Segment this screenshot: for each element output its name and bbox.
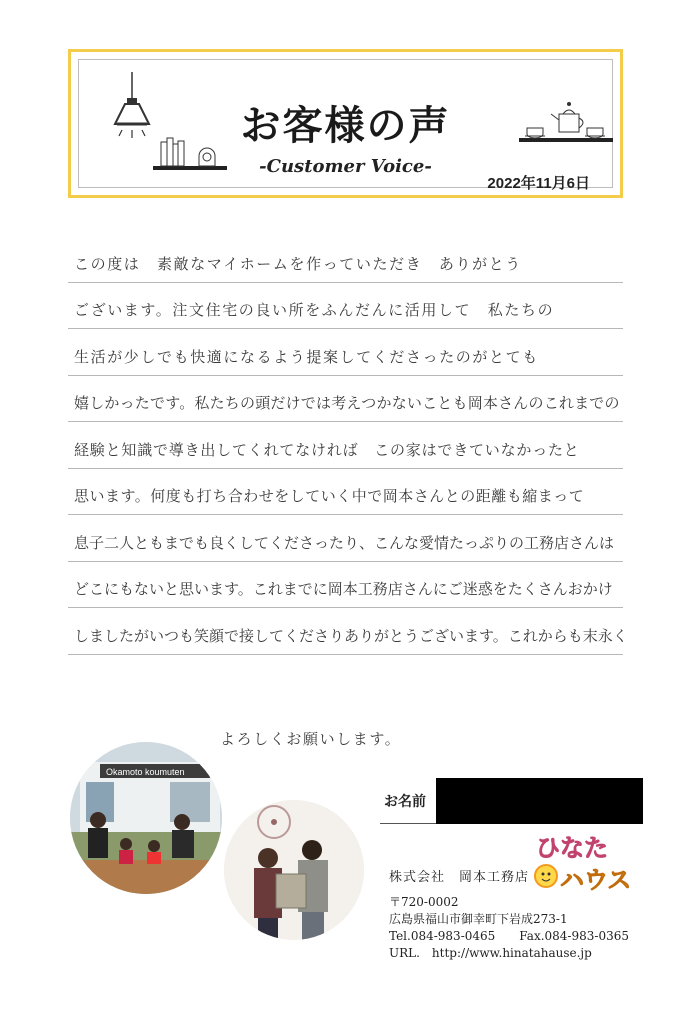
redacted-name-block [436,778,643,824]
letter-line [68,329,623,376]
letter-line-text: 思います。何度も打ち合わせをしていく中で岡本さんとの距離も縮まって [74,487,585,505]
letter-line [68,422,623,469]
letter-line-text: 嬉しかったです。私たちの頭だけでは考えつかないことも岡本さんのこれまでの [74,394,620,412]
company-phone-fax: Tel.084-983-0465 Fax.084-983-0365 [389,929,629,943]
name-label: お名前 [384,794,426,810]
letter-line [68,236,623,283]
company-url: URL. http://www.hinatahause.jp [389,946,592,960]
couple-photo [224,800,364,940]
logo-text-bottom: ハウス [560,866,632,894]
company-name: 株式会社 岡本工務店 [389,870,530,885]
letter-line [68,608,628,655]
company-address: 広島県福山市御幸町下岩成273-1 [389,912,568,926]
letter-closing: よろしくお願いします。 [220,730,402,748]
company-postal-code: 〒720-0002 [389,895,459,909]
page-subtitle: -Customer Voice- [259,156,432,177]
header-card [68,49,623,198]
letter-line-text: 生活が少しでも快適になるよう提案してくださったのがとても [74,347,539,366]
letter-line-text: しましたがいつも笑顔で接してくださりありがとうございます。これからも末永く [74,626,628,645]
letter-line-text: どこにもないと思います。これまでに岡本工務店さんにご迷惑をたくさんおかけ [74,580,613,598]
letter-line [68,515,623,562]
family-photo-storefront [70,742,222,894]
header-inner-frame [78,59,613,192]
letter-line-text: 息子二人ともまでも良くしてくださったり、こんな愛情たっぷりの工務店さんは [74,533,615,552]
letter-date: 2022年11月6日 [487,175,590,192]
hinata-house-logo [530,830,642,902]
letter-line-text: 経験と知識で導き出してくれてなければ この家はできていなかったと [74,440,580,459]
storefront-sign: Okamoto koumuten [106,767,185,777]
letter-line [68,376,623,423]
letter-line [68,562,623,609]
couple-illustration [224,800,364,940]
logo-text-top: ひなた [536,834,608,862]
page-title: お客様の声 [240,103,451,149]
letter-body [68,236,628,655]
letter-line [68,469,623,516]
family-storefront-illustration [70,742,222,894]
letter-line-text: ございます。注文住宅の良い所をふんだんに活用して 私たちの [74,301,555,319]
letter-line-text: この度は 素敵なマイホームを作っていただき ありがとう [74,254,522,273]
letter-line [68,283,623,330]
